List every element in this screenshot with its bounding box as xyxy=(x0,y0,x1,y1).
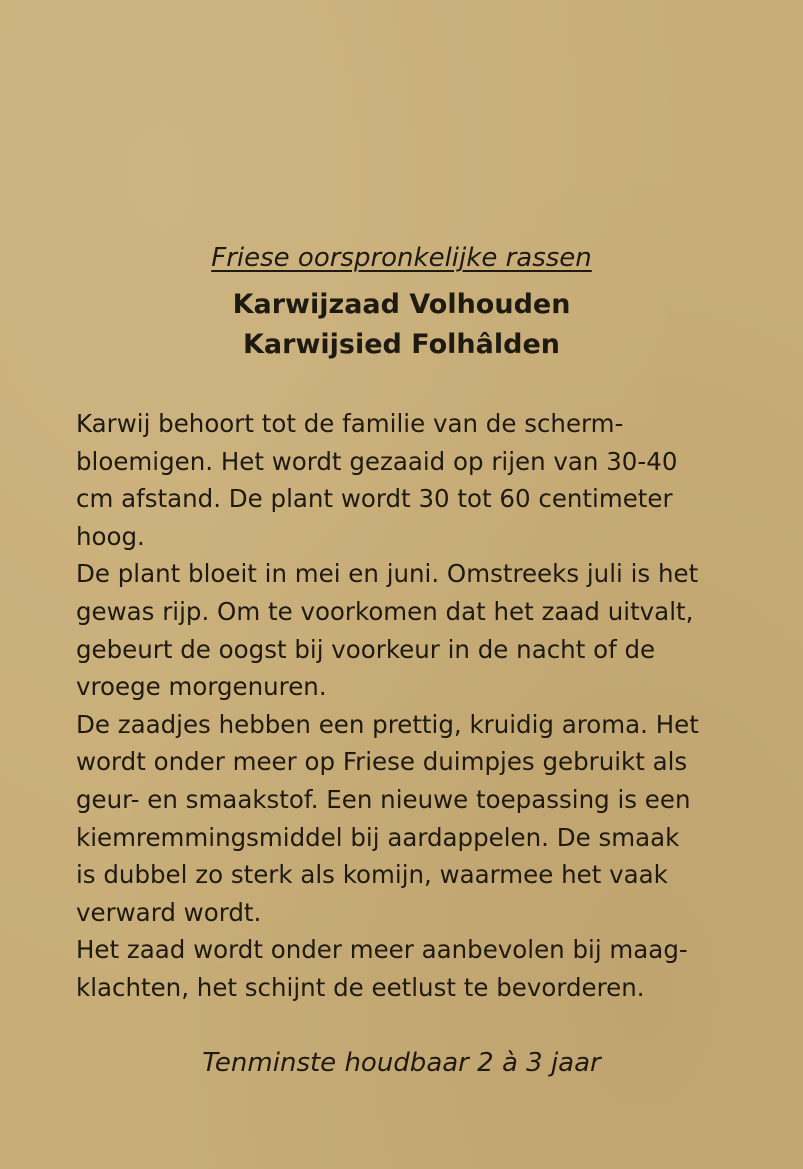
description-line: Het zaad wordt onder meer aanbevolen bij maag- xyxy=(76,935,688,965)
description-line: De plant bloeit in mei en juni. Omstreeks juli is het xyxy=(76,559,699,589)
shelf-life-note: Tenminste houdbaar 2 à 3 jaar xyxy=(202,1048,601,1078)
description-line: wordt onder meer op Friese duimpjes gebruikt als xyxy=(76,747,688,777)
breed-origin-subtitle: Friese oorspronkelijke rassen xyxy=(211,243,592,273)
description-line: geur- en smaakstof. Een nieuwe toepassing is een xyxy=(76,784,691,814)
description-line: De zaadjes hebben een prettig, kruidig aroma. Het xyxy=(76,709,699,739)
product-title-frisian: Karwijsied Folhâlden xyxy=(243,329,560,360)
product-title-dutch: Karwijzaad Volhouden xyxy=(232,289,571,320)
description-line: bloemigen. Het wordt gezaaid op rijen van 30-40 xyxy=(76,446,678,476)
description-line: gewas rijp. Om te voorkomen dat het zaad uitvalt, xyxy=(76,596,694,626)
description-text xyxy=(76,405,736,1007)
description-line: cm afstand. De plant wordt 30 tot 60 centimeter xyxy=(76,484,673,514)
description-line: klachten, het schijnt de eetlust te bevorderen. xyxy=(76,972,645,1002)
description-line: kiemremmingsmiddel bij aardappelen. De smaak xyxy=(76,822,680,852)
description-line: Karwij behoort tot de familie van de scherm- xyxy=(76,409,624,438)
description-line: vroege morgenuren. xyxy=(76,672,327,702)
description-line: hoog. xyxy=(76,521,145,551)
description-line: verward wordt. xyxy=(76,897,262,927)
description-line: is dubbel zo sterk als komijn, waarmee het vaak xyxy=(76,860,668,890)
description-line: gebeurt de oogst bij voorkeur in de nacht of de xyxy=(76,634,656,664)
